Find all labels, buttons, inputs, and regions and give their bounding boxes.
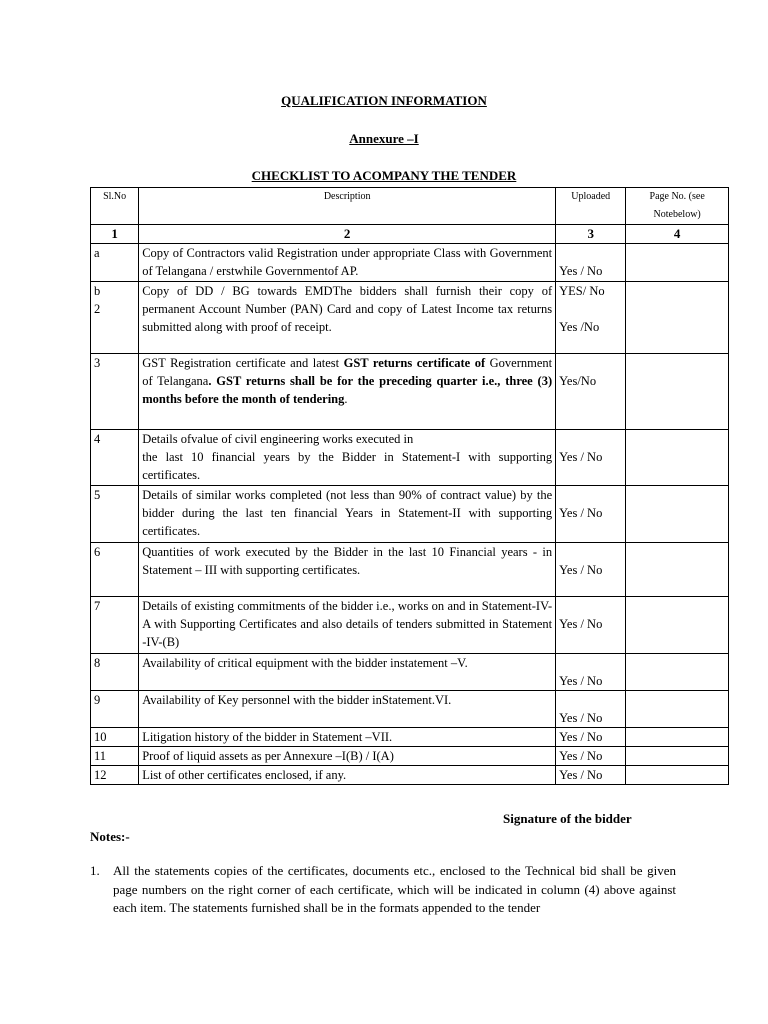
table-row (91, 486, 729, 543)
description-text: List of other certificates enclosed, if any. (142, 768, 347, 782)
cell-line: 11 (94, 749, 107, 763)
note-number: 1. (90, 863, 100, 878)
cell-line: 9 (94, 693, 101, 707)
header-description: Description (139, 188, 556, 225)
cell-line: 8 (94, 656, 101, 670)
description-text: Proof of liquid assets as per Annexure –I(B) / I(A) (142, 749, 394, 763)
description-text: Details of existing commitments of the bidder i.e., works on and in Statement-IV-A with Supporting Certificates and also details of tenders submitted in Statement -IV-(B) (142, 599, 553, 649)
row-uploaded (556, 691, 626, 728)
row-uploaded (556, 543, 626, 597)
table-row (91, 543, 729, 597)
row-uploaded (556, 282, 626, 354)
table-row (91, 282, 729, 354)
cell-line: Yes / No (559, 450, 603, 464)
row-sl-number (91, 597, 139, 654)
notes-label: Notes:- (90, 829, 130, 844)
row-description (139, 244, 556, 282)
cell-line: Yes / No (559, 730, 603, 744)
description-fragment: GST Registration certificate and latest (142, 356, 344, 370)
table-header-row (91, 188, 729, 225)
row-page-number (626, 597, 729, 654)
row-page-number (626, 654, 729, 691)
table-row (91, 766, 729, 785)
checklist-table (90, 187, 729, 785)
row-uploaded (556, 597, 626, 654)
cell-line: a (94, 246, 100, 260)
description-fragment: GST returns certificate of (343, 356, 486, 370)
cell-line: Yes / No (559, 711, 603, 725)
cell-line (559, 300, 622, 318)
cell-line (559, 543, 622, 561)
row-page-number (626, 430, 729, 486)
row-page-number (626, 691, 729, 728)
description-text: Details ofvalue of civil engineering works executed in (142, 432, 414, 446)
description-fragment: . (344, 392, 348, 406)
cell-line: 4 (94, 432, 101, 446)
table-row (91, 654, 729, 691)
signature-label: Signature of the bidder (503, 811, 632, 826)
cell-line (559, 244, 622, 262)
cell-line: 6 (94, 545, 101, 559)
column-number: 3 (556, 225, 626, 244)
cell-line: 7 (94, 599, 101, 613)
cell-line: 12 (94, 768, 107, 782)
cell-line (559, 430, 622, 448)
table-row (91, 691, 729, 728)
table-row (91, 728, 729, 747)
row-description (139, 728, 556, 747)
row-page-number (626, 543, 729, 597)
cell-line: Yes / No (559, 768, 603, 782)
row-uploaded (556, 654, 626, 691)
cell-line: Yes / No (559, 563, 603, 577)
row-page-number (626, 766, 729, 785)
description-text: Availability of Key personnel with the bidder inStatement.VI. (142, 693, 452, 707)
row-description (139, 766, 556, 785)
row-page-number (626, 244, 729, 282)
column-number: 1 (91, 225, 139, 244)
table-row (91, 244, 729, 282)
cell-line (559, 597, 622, 615)
row-uploaded (556, 354, 626, 430)
table-row (91, 354, 729, 430)
row-uploaded (556, 244, 626, 282)
table-row (91, 430, 729, 486)
row-page-number (626, 282, 729, 354)
row-sl-number (91, 282, 139, 354)
row-uploaded (556, 728, 626, 747)
description-text: Copy of DD / BG towards EMDThe bidders shall furnish their copy of permanent Account Number (PAN) Card and copy of Latest Income tax returns submitted along with proof of receipt. (142, 284, 553, 334)
row-sl-number (91, 354, 139, 430)
row-sl-number (91, 486, 139, 543)
row-page-number (626, 354, 729, 430)
description-text: Quantities of work executed by the Bidder in the last 10 Financial years - in Statement – III with supporting certificates. (142, 545, 553, 577)
column-number: 4 (626, 225, 729, 244)
row-sl-number (91, 244, 139, 282)
row-page-number (626, 747, 729, 766)
description-text: Availability of critical equipment with the bidder instatement –V. (142, 656, 468, 670)
row-sl-number (91, 691, 139, 728)
row-description (139, 486, 556, 543)
cell-line (559, 654, 622, 672)
cell-line (559, 691, 622, 709)
cell-line: Yes / No (559, 506, 603, 520)
row-description (139, 691, 556, 728)
header-slno: Sl.No (91, 188, 139, 225)
row-sl-number (91, 747, 139, 766)
cell-line: 10 (94, 730, 107, 744)
cell-line: Yes/No (559, 374, 597, 388)
header-uploaded: Uploaded (556, 188, 626, 225)
description-text: Details of similar works completed (not less than 90% of contract value) by the bidder during the last ten financial Years in Statement-II with supporting certificates. (142, 488, 553, 538)
description-text: Copy of Contractors valid Registration under appropriate Class with Government of Telangana / erstwhile Governmentof AP. (142, 246, 553, 278)
page-title: QUALIFICATION INFORMATION (281, 93, 487, 108)
row-description (139, 354, 556, 430)
row-description (139, 597, 556, 654)
cell-line: b (94, 284, 101, 298)
table-row (91, 747, 729, 766)
description-text: Litigation history of the bidder in Statement –VII. (142, 730, 393, 744)
row-description (139, 747, 556, 766)
row-sl-number (91, 430, 139, 486)
description-fragment: Government of Telangana (142, 356, 553, 388)
row-uploaded (556, 430, 626, 486)
header-page-no: Page No. (see Notebelow) (626, 188, 729, 225)
column-number: 2 (139, 225, 556, 244)
row-page-number (626, 486, 729, 543)
row-page-number (626, 728, 729, 747)
row-description (139, 430, 556, 486)
row-sl-number (91, 728, 139, 747)
cell-line: 5 (94, 488, 101, 502)
cell-line: Yes / No (559, 749, 603, 763)
row-description (139, 654, 556, 691)
annexure-heading: Annexure –I (349, 131, 419, 146)
cell-line: YES/ No (559, 284, 605, 298)
cell-line: 3 (94, 356, 101, 370)
cell-line (559, 486, 622, 504)
checklist-heading: CHECKLIST TO ACOMPANY THE TENDER (251, 168, 517, 183)
row-description (139, 282, 556, 354)
cell-line: Yes /No (559, 320, 600, 334)
row-uploaded (556, 486, 626, 543)
cell-line (559, 354, 622, 372)
cell-line: Yes / No (559, 617, 603, 631)
cell-line: 2 (94, 302, 101, 316)
cell-line: Yes / No (559, 264, 603, 278)
row-uploaded (556, 747, 626, 766)
row-description (139, 543, 556, 597)
row-uploaded (556, 766, 626, 785)
description-text: the last 10 financial years by the Bidder in Statement-I with supporting certificates. (142, 450, 553, 482)
row-sl-number (91, 766, 139, 785)
row-sl-number (91, 543, 139, 597)
note-item (90, 862, 676, 918)
row-sl-number (91, 654, 139, 691)
description-fragment: . GST returns shall be for the preceding quarter i.e., three (3) months before the month of tendering (142, 374, 553, 406)
table-row (91, 597, 729, 654)
cell-line: Yes / No (559, 674, 603, 688)
note-text: All the statements copies of the certificates, documents etc., enclosed to the Technical bid shall be given page numbers on the right corner of each certificate, which will be indicated in column (4) above against each item. The statements furnished shall be in the formats appended to the tender (113, 863, 676, 915)
column-number-row (91, 225, 729, 244)
